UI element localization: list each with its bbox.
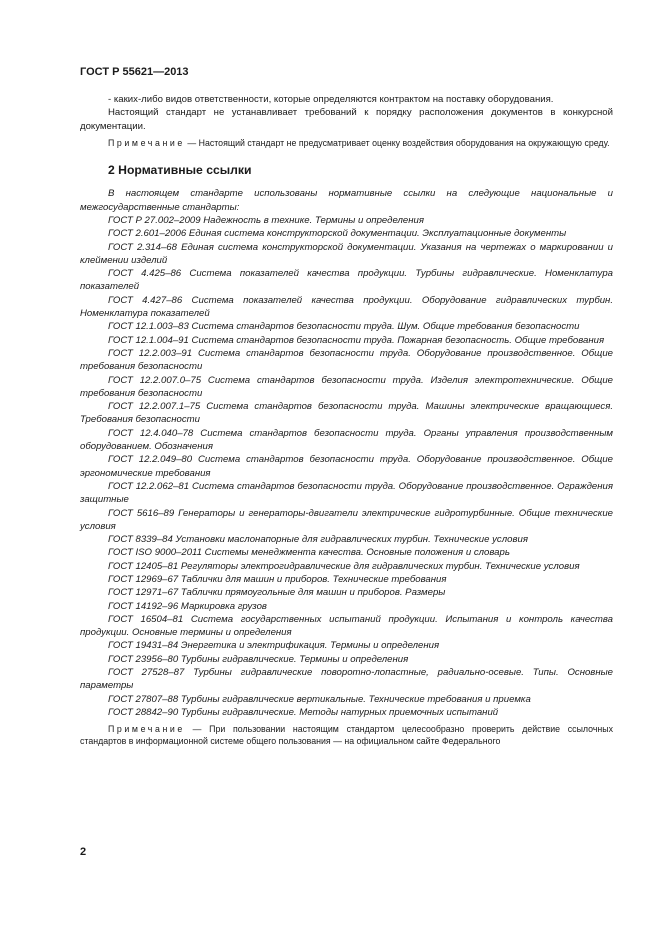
reference-item: ГОСТ 12.2.003–91 Система стандартов безопасности труда. Оборудование производственное. Общие требования безопасности (80, 347, 613, 373)
reference-item: ГОСТ 14192–96 Маркировка грузов (108, 600, 267, 612)
reference-item: ГОСТ 12.2.007.0–75 Система стандартов безопасности труда. Изделия электротехнические. Общие требования безопасности (80, 374, 613, 399)
reference-item: ГОСТ 12.2.049–80 Система стандартов безопасности труда. Оборудование производственное. Общие эргономические требования (80, 454, 613, 479)
reference-item: ГОСТ 12.2.062–81 Система стандартов безопасности труда. Оборудование производственное. Ограждения защитные (80, 480, 613, 506)
reference-item: ГОСТ 4.425–86 Система показателей качества продукции. Турбины гидравлические. Номенклатура показателей (80, 268, 613, 293)
note-paragraph (80, 723, 613, 747)
reference-item: ГОСТ 16504–81 Система государственных испытаний продукции. Испытания и контроль качества продукции. Основные термины и определения (80, 613, 613, 639)
reference-item: ГОСТ 2.601–2006 Единая система конструкторской документации. Эксплуатационные документы (108, 228, 567, 240)
reference-item: ГОСТ 19431–84 Энергетика и электрификация. Термины и определения (108, 640, 440, 652)
reference-item: ГОСТ 4.427–86 Система показателей качества продукции. Оборудование гидравлических турбин. Номенклатура показателей (80, 294, 613, 320)
intro-paragraph: Настоящий стандарт не устанавливает требований к порядку расположения документов в конкурсной документации. (80, 107, 613, 132)
reference-item: ГОСТ 12.1.003–83 Система стандартов безопасности труда. Шум. Общие требования безопасности (108, 321, 580, 333)
page-number: 2 (80, 846, 87, 858)
reference-item: ГОСТ 8339–84 Установки маслонапорные для гидравлических турбин. Технические условия (108, 534, 528, 546)
reference-item: ГОСТ 23956–80 Турбины гидравлические. Термины и определения (108, 653, 409, 665)
document-body (80, 93, 613, 748)
references-list (80, 187, 613, 719)
reference-item: ГОСТ 12969–67 Таблички для машин и приборов. Технические требования (108, 574, 447, 585)
reference-item: ГОСТ 5616–89 Генераторы и генераторы-двигатели электрические гидротурбинные. Общие технические условия (80, 507, 613, 532)
reference-item: ГОСТ Р 27.002–2009 Надежность в технике. Термины и определения (108, 214, 424, 226)
reference-item: В настоящем стандарте использованы нормативные ссылки на следующие национальные и межгосударственные стандарты: (80, 188, 613, 213)
reference-item: ГОСТ ISO 9000–2011 Системы менеджмента качества. Основные положения и словарь (108, 547, 510, 559)
reference-item: ГОСТ 12405–81 Регуляторы электрогидравлические для гидравлических турбин. Технические условия (108, 560, 580, 572)
reference-item: ГОСТ 12.2.007.1–75 Система стандартов безопасности труда. Машины электрические вращающиеся. Требования безопасности (80, 401, 613, 426)
intro-paragraph: - каких-либо видов ответственности, которые определяются контрактом на поставку оборудования. (108, 94, 554, 105)
reference-item: ГОСТ 28842–90 Турбины гидравлические. Методы натурных приемочных испытаний (108, 706, 499, 718)
reference-item: ГОСТ 12971–67 Таблички прямоугольные для машин и приборов. Размеры (108, 587, 446, 599)
reference-item: ГОСТ 27528–87 Турбины гидравлические поворотно-лопастные, радиально-осевые. Типы. Основные параметры (80, 667, 613, 692)
reference-item: ГОСТ 12.1.004–91 Система стандартов безопасности труда. Пожарная безопасность. Общие требования (108, 334, 605, 346)
note-text: — При пользовании настоящим стандартом целесообразно проверить действие ссылочных стандартов в информационной системе общего пользования — на официальном сайте Федерального (80, 724, 613, 747)
document-header: ГОСТ Р 55621—2013 (80, 66, 189, 78)
reference-item: ГОСТ 2.314–68 Единая система конструкторской документации. Указания на чертежах о маркировании и клеймении изделий (80, 241, 613, 266)
reference-item: ГОСТ 12.4.040–78 Система стандартов безопасности труда. Органы управления производственным оборудованием. Обозначения (80, 427, 613, 453)
note-text: — Настоящий стандарт не предусматривает оценку воздействия оборудования на окружающую среду. (184, 137, 610, 148)
note-label: Примечание (108, 724, 185, 735)
note-paragraph (80, 137, 613, 149)
reference-item: ГОСТ 27807–88 Турбины гидравлические вертикальные. Технические требования и приемка (108, 693, 531, 705)
note-label: Примечание (108, 137, 185, 148)
section-title: 2 Нормативные ссылки (108, 163, 252, 178)
